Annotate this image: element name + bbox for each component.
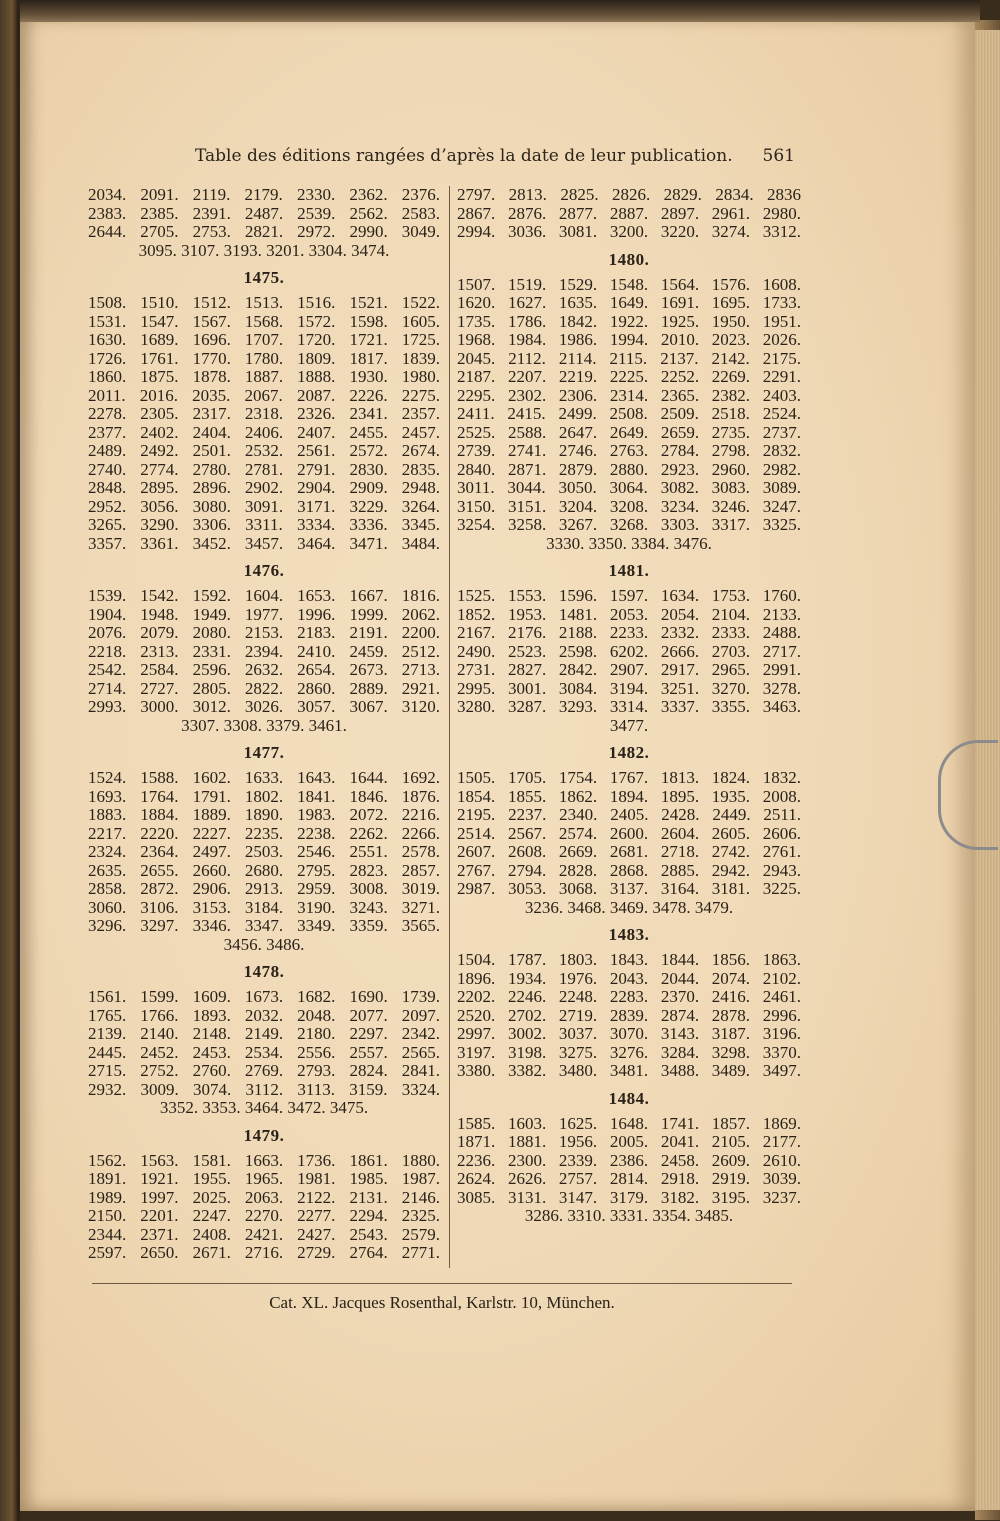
edition-number-line: 3286. 3310. 3331. 3354. 3485. xyxy=(524,1206,734,1225)
edition-number-line: 2195. 2237. 2340. 2405. 2428. 2449. 2511. xyxy=(457,805,801,824)
edition-number-line: 1693. 1764. 1791. 1802. 1841. 1846. 1876. xyxy=(88,786,440,806)
page-clip xyxy=(938,740,998,850)
edition-number-line: 2994. 3036. 3081. 3200. 3220. 3274. 3312. xyxy=(457,222,801,241)
edition-number-line: 3197. 3198. 3275. 3276. 3284. 3298. 3370. xyxy=(457,1042,801,1062)
year-heading: 1482. xyxy=(608,743,650,762)
edition-number-line: 3330. 3350. 3384. 3476. xyxy=(546,533,712,553)
edition-number-line: 1883. 1884. 1889. 1890. 1983. 2072. 2216. xyxy=(88,805,440,824)
edition-number-line: 1989. 1997. 2025. 2063. 2122. 2131. 2146. xyxy=(88,1187,440,1207)
page-title: Table des éditions rangées d’après la date de leur publication. xyxy=(195,146,733,166)
edition-number-line: 1871. 1881. 1956. 2005. 2041. 2105. 2177. xyxy=(457,1132,801,1151)
edition-number-line: 1904. 1948. 1949. 1977. 1996. 1999. 2062. xyxy=(88,604,440,624)
edition-number-line: 1896. 1934. 1976. 2043. 2044. 2074. 2102. xyxy=(457,968,801,988)
edition-number-line: 2995. 3001. 3084. 3194. 3251. 3270. 3278. xyxy=(457,678,801,698)
edition-number-line: 2490. 2523. 2598. 6202. 2666. 2703. 2717. xyxy=(457,641,801,661)
edition-number-line: 1854. 1855. 1862. 1894. 1895. 1935. 2008. xyxy=(457,786,801,806)
edition-number-line: 1539. 1542. 1592. 1604. 1653. 1667. 1816. xyxy=(88,586,440,605)
edition-number-line: 2848. 2895. 2896. 2902. 2904. 2909. 2948. xyxy=(88,478,440,497)
edition-number-line: 2011. 2016. 2035. 2067. 2087. 2226. 2275. xyxy=(88,385,440,405)
edition-number-line: 2997. 3002. 3037. 3070. 3143. 3187. 3196. xyxy=(457,1024,801,1043)
edition-number-line: 2520. 2702. 2719. 2839. 2874. 2878. 2996. xyxy=(457,1005,801,1025)
edition-number-line: 3254. 3258. 3267. 3268. 3303. 3317. 3325. xyxy=(457,515,801,534)
edition-number-line: 2383. 2385. 2391. 2487. 2539. 2562. 2583. xyxy=(88,203,440,223)
edition-number-line: 1620. 1627. 1635. 1649. 1691. 1695. 1733. xyxy=(457,293,801,312)
edition-number-line: 1852. 1953. 1481. 2053. 2054. 2104. 2133. xyxy=(457,604,801,624)
edition-number-line: 1891. 1921. 1955. 1965. 1981. 1985. 1987. xyxy=(88,1169,440,1188)
edition-number-line: 2045. 2112. 2114. 2115. 2137. 2142. 2175. xyxy=(457,348,801,368)
edition-number-line: 3456. 3486. xyxy=(223,934,305,954)
edition-number-line: 2344. 2371. 2408. 2421. 2427. 2543. 2579. xyxy=(88,1224,440,1244)
edition-number-line: 3095. 3107. 3193. 3201. 3304. 3474. xyxy=(138,240,390,260)
edition-number-line: 2217. 2220. 2227. 2235. 2238. 2262. 2266. xyxy=(88,823,440,843)
edition-number-line: 1860. 1875. 1878. 1887. 1888. 1930. 1980. xyxy=(88,367,440,386)
year-heading: 1480. xyxy=(608,249,650,269)
year-heading: 1483. xyxy=(608,925,650,944)
edition-number-line: 2858. 2872. 2906. 2913. 2959. 3008. 3019. xyxy=(88,879,440,898)
edition-number-line: 2411. 2415. 2499. 2508. 2509. 2518. 2524. xyxy=(457,404,801,423)
edition-number-line: 2445. 2452. 2453. 2534. 2556. 2557. 2565. xyxy=(88,1042,440,1062)
edition-number-line: 3357. 3361. 3452. 3457. 3464. 3471. 3484. xyxy=(88,533,440,553)
footer-imprint: Cat. XL. Jacques Rosenthal, Karlstr. 10, München. xyxy=(269,1293,615,1312)
edition-number-line: 1524. 1588. 1602. 1633. 1643. 1644. 1692. xyxy=(88,768,440,787)
edition-number-line: 2542. 2584. 2596. 2632. 2654. 2673. 2713. xyxy=(88,660,440,679)
edition-number-line: 1968. 1984. 1986. 1994. 2010. 2023. 2026. xyxy=(457,330,801,349)
year-heading: 1484. xyxy=(608,1088,650,1108)
edition-number-line: 1726. 1761. 1770. 1780. 1809. 1817. 1839. xyxy=(88,348,440,368)
edition-number-line: 3477. xyxy=(609,715,649,735)
edition-number-line: 1561. 1599. 1609. 1673. 1682. 1690. 1739. xyxy=(88,987,440,1006)
edition-number-line: 2867. 2876. 2877. 2887. 2897. 2961. 2980. xyxy=(457,203,801,223)
edition-number-line: 3060. 3106. 3153. 3184. 3190. 3243. 3271. xyxy=(88,897,440,917)
edition-number-line: 2167. 2176. 2188. 2233. 2332. 2333. 2488. xyxy=(457,623,801,642)
edition-number-line: 2525. 2588. 2647. 2649. 2659. 2735. 2737. xyxy=(457,422,801,442)
edition-number-line: 2236. 2300. 2339. 2386. 2458. 2609. 2610. xyxy=(457,1150,801,1170)
edition-number-line: 2932. 3009. 3074. 3112. 3113. 3159. 3324. xyxy=(88,1079,440,1099)
edition-number-line: 2715. 2752. 2760. 2769. 2793. 2824. 2841. xyxy=(88,1061,440,1080)
edition-number-line: 2218. 2313. 2331. 2394. 2410. 2459. 2512. xyxy=(88,641,440,661)
edition-number-line: 2139. 2140. 2148. 2149. 2180. 2297. 2342. xyxy=(88,1024,440,1043)
year-heading: 1481. xyxy=(608,561,650,580)
edition-number-line: 2840. 2871. 2879. 2880. 2923. 2960. 2982. xyxy=(457,459,801,479)
edition-number-line: 2278. 2305. 2317. 2318. 2326. 2341. 2357. xyxy=(88,404,440,423)
edition-number-line: 2607. 2608. 2669. 2681. 2718. 2742. 2761. xyxy=(457,842,801,861)
edition-number-line: 3380. 3382. 3480. 3481. 3488. 3489. 3497. xyxy=(457,1061,801,1080)
edition-number-line: 2987. 3053. 3068. 3137. 3164. 3181. 3225. xyxy=(457,879,801,898)
edition-number-line: 2076. 2079. 2080. 2153. 2183. 2191. 2200. xyxy=(88,623,440,642)
edition-number-line: 2202. 2246. 2248. 2283. 2370. 2416. 2461. xyxy=(457,987,801,1006)
edition-number-line: 1630. 1689. 1696. 1707. 1720. 1721. 1725. xyxy=(88,330,440,349)
year-heading: 1477. xyxy=(243,743,285,762)
edition-number-line: 3085. 3131. 3147. 3179. 3182. 3195. 3237. xyxy=(457,1187,801,1207)
edition-number-line: 2797. 2813. 2825. 2826. 2829. 2834. 2836 xyxy=(457,185,801,204)
year-heading: 1475. xyxy=(243,268,285,287)
edition-number-line: 3352. 3353. 3464. 3472. 3475. xyxy=(159,1098,369,1117)
edition-number-line: 3236. 3468. 3469. 3478. 3479. xyxy=(524,897,734,917)
column-divider xyxy=(449,186,450,1268)
edition-number-line: 2767. 2794. 2828. 2868. 2885. 2942. 2943. xyxy=(457,860,801,880)
edition-number-line: 2624. 2626. 2757. 2814. 2918. 2919. 3039. xyxy=(457,1169,801,1188)
edition-number-line: 2952. 3056. 3080. 3091. 3171. 3229. 3264. xyxy=(88,496,440,516)
edition-number-line: 3265. 3290. 3306. 3311. 3334. 3336. 3345. xyxy=(88,515,440,534)
edition-number-line: 1562. 1563. 1581. 1663. 1736. 1861. 1880. xyxy=(88,1150,440,1170)
edition-number-line: 2731. 2827. 2842. 2907. 2917. 2965. 2991. xyxy=(457,660,801,679)
year-heading: 1479. xyxy=(243,1125,285,1145)
book-binding xyxy=(20,0,980,22)
right-column xyxy=(457,186,801,1226)
edition-number-line: 1508. 1510. 1512. 1513. 1516. 1521. 1522. xyxy=(88,293,440,312)
left-column xyxy=(88,186,440,1263)
year-heading: 1476. xyxy=(243,561,285,580)
edition-number-line: 2740. 2774. 2780. 2781. 2791. 2830. 2835. xyxy=(88,459,440,479)
edition-number-line: 2034. 2091. 2119. 2179. 2330. 2362. 2376. xyxy=(88,185,440,204)
edition-number-line: 1765. 1766. 1893. 2032. 2048. 2077. 2097. xyxy=(88,1005,440,1025)
year-heading: 1478. xyxy=(243,962,285,981)
edition-number-line: 1505. 1705. 1754. 1767. 1813. 1824. 1832. xyxy=(457,768,801,787)
edition-number-line: 1585. 1603. 1625. 1648. 1741. 1857. 1869. xyxy=(457,1113,801,1133)
edition-number-line: 2295. 2302. 2306. 2314. 2365. 2382. 2403. xyxy=(457,385,801,405)
edition-number-line: 1531. 1547. 1567. 1568. 1572. 1598. 1605. xyxy=(88,311,440,331)
edition-number-line: 1735. 1786. 1842. 1922. 1925. 1950. 1951. xyxy=(457,311,801,331)
edition-number-line: 3307. 3308. 3379. 3461. xyxy=(181,715,347,735)
edition-number-line: 3011. 3044. 3050. 3064. 3082. 3083. 3089. xyxy=(457,478,801,497)
edition-number-line: 1525. 1553. 1596. 1597. 1634. 1753. 1760. xyxy=(457,586,801,605)
edition-number-line: 1507. 1519. 1529. 1548. 1564. 1576. 1608. xyxy=(457,274,801,294)
edition-number-line: 2635. 2655. 2660. 2680. 2795. 2823. 2857. xyxy=(88,860,440,880)
edition-number-line: 2187. 2207. 2219. 2225. 2252. 2269. 2291. xyxy=(457,367,801,386)
edition-number-line: 3150. 3151. 3204. 3208. 3234. 3246. 3247. xyxy=(457,496,801,516)
edition-number-line: 2150. 2201. 2247. 2270. 2277. 2294. 2325. xyxy=(88,1206,440,1225)
edition-number-line: 2714. 2727. 2805. 2822. 2860. 2889. 2921. xyxy=(88,678,440,698)
edition-number-line: 1504. 1787. 1803. 1843. 1844. 1856. 1863. xyxy=(457,950,801,969)
edition-number-line: 2514. 2567. 2574. 2600. 2604. 2605. 2606. xyxy=(457,823,801,843)
edition-number-line: 2597. 2650. 2671. 2716. 2729. 2764. 2771. xyxy=(88,1243,440,1262)
edition-number-line: 2993. 3000. 3012. 3026. 3057. 3067. 3120. xyxy=(88,697,440,716)
edition-number-line: 2644. 2705. 2753. 2821. 2972. 2990. 3049. xyxy=(88,222,440,241)
edition-number-line: 3296. 3297. 3346. 3347. 3349. 3359. 3565. xyxy=(88,916,440,935)
edition-number-line: 2489. 2492. 2501. 2532. 2561. 2572. 2674. xyxy=(88,441,440,460)
footer-rule xyxy=(92,1283,792,1284)
edition-number-line: 2377. 2402. 2404. 2406. 2407. 2455. 2457. xyxy=(88,422,440,442)
edition-number-line: 2739. 2741. 2746. 2763. 2784. 2798. 2832. xyxy=(457,441,801,460)
edition-number-line: 3280. 3287. 3293. 3314. 3337. 3355. 3463. xyxy=(457,697,801,716)
page-number: 561 xyxy=(762,146,795,166)
edition-number-line: 2324. 2364. 2497. 2503. 2546. 2551. 2578. xyxy=(88,842,440,861)
